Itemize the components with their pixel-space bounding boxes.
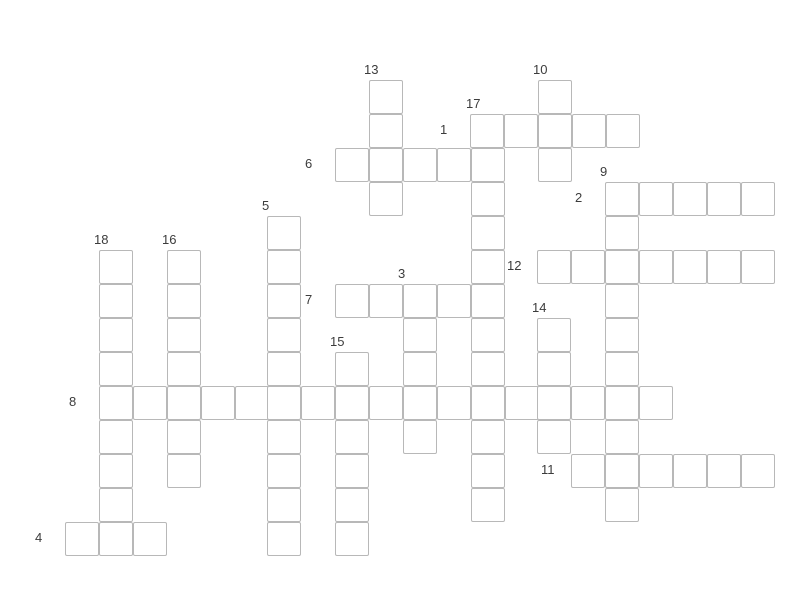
crossword-cell[interactable] [605,488,639,522]
clue-number: 14 [532,300,547,315]
crossword-cell[interactable] [167,284,201,318]
crossword-cell[interactable] [65,522,99,556]
crossword-cell[interactable] [369,182,403,216]
crossword-cell[interactable] [335,386,369,420]
crossword-cell[interactable] [301,386,335,420]
crossword-cell[interactable] [335,148,369,182]
clue-number: 15 [330,334,345,349]
crossword-cell[interactable] [673,250,707,284]
crossword-cell[interactable] [99,454,133,488]
crossword-cell[interactable] [99,250,133,284]
crossword-cell[interactable] [471,284,505,318]
crossword-cell[interactable] [537,318,571,352]
crossword-cell[interactable] [133,522,167,556]
crossword-cell[interactable] [639,386,673,420]
crossword-cell[interactable] [335,488,369,522]
crossword-cell[interactable] [571,386,605,420]
clue-number: 17 [466,96,481,111]
crossword-cell[interactable] [267,318,301,352]
crossword-cell[interactable] [741,250,775,284]
crossword-cell[interactable] [167,250,201,284]
crossword-cell[interactable] [267,454,301,488]
crossword-cell[interactable] [707,454,741,488]
crossword-cell[interactable] [538,114,572,148]
clue-number: 10 [533,62,548,77]
crossword-cell[interactable] [403,386,437,420]
clue-number: 16 [162,232,177,247]
crossword-cell[interactable] [639,454,673,488]
crossword-cell[interactable] [403,284,437,318]
crossword-cell[interactable] [99,352,133,386]
clue-number: 8 [69,394,77,409]
crossword-cell[interactable] [673,182,707,216]
crossword-cell[interactable] [369,284,403,318]
crossword-cell[interactable] [369,114,403,148]
crossword-cell[interactable] [639,182,673,216]
crossword-cell[interactable] [267,420,301,454]
crossword-cell[interactable] [267,352,301,386]
crossword-cell[interactable] [537,352,571,386]
crossword-cell[interactable] [471,420,505,454]
crossword-cell[interactable] [605,318,639,352]
crossword-cell[interactable] [267,386,301,420]
crossword-cell[interactable] [437,148,471,182]
crossword-cell[interactable] [267,488,301,522]
crossword-cell[interactable] [201,386,235,420]
crossword-cell[interactable] [741,182,775,216]
crossword-cell[interactable] [605,284,639,318]
crossword-cell[interactable] [133,386,167,420]
crossword-cell[interactable] [605,386,639,420]
crossword-cell[interactable] [403,352,437,386]
clue-number: 12 [507,258,522,273]
crossword-cell[interactable] [471,216,505,250]
crossword-cell[interactable] [267,250,301,284]
crossword-cell[interactable] [606,114,640,148]
crossword-cell[interactable] [605,420,639,454]
crossword-cell[interactable] [471,386,505,420]
crossword-cell[interactable] [605,216,639,250]
crossword-cell[interactable] [267,216,301,250]
clue-number: 6 [305,156,313,171]
crossword-cell[interactable] [403,148,437,182]
crossword-cell[interactable] [537,420,571,454]
crossword-cell[interactable] [235,386,269,420]
clue-number: 9 [600,164,608,179]
crossword-cell[interactable] [538,148,572,182]
crossword-cell[interactable] [369,80,403,114]
crossword-cell[interactable] [471,250,505,284]
clue-number: 11 [541,462,555,477]
clue-number: 13 [364,62,379,77]
crossword-cell[interactable] [471,182,505,216]
crossword-cell[interactable] [471,148,505,182]
crossword-cell[interactable] [369,148,403,182]
clue-number: 1 [440,122,448,137]
crossword-cell[interactable] [167,386,201,420]
clue-number: 18 [94,232,109,247]
crossword-cell[interactable] [403,318,437,352]
crossword-cell[interactable] [437,386,471,420]
crossword-cell[interactable] [335,522,369,556]
crossword-cell[interactable] [605,454,639,488]
crossword-cell[interactable] [673,454,707,488]
crossword-cell[interactable] [505,386,539,420]
crossword-cell[interactable] [335,284,369,318]
crossword-cell[interactable] [471,352,505,386]
crossword-cell[interactable] [99,386,133,420]
crossword-cell[interactable] [167,352,201,386]
crossword-cell[interactable] [571,250,605,284]
crossword-cell[interactable] [167,318,201,352]
crossword-cell[interactable] [335,454,369,488]
crossword-cell[interactable] [605,352,639,386]
crossword-cell[interactable] [537,250,571,284]
crossword-cell[interactable] [471,318,505,352]
crossword-cell[interactable] [707,182,741,216]
crossword-cell[interactable] [707,250,741,284]
crossword-cell[interactable] [538,80,572,114]
crossword-cell[interactable] [504,114,538,148]
crossword-cell[interactable] [470,114,504,148]
crossword-cell[interactable] [335,352,369,386]
crossword-cell[interactable] [99,318,133,352]
crossword-cell[interactable] [471,454,505,488]
crossword-cell[interactable] [99,420,133,454]
crossword-cell[interactable] [369,386,403,420]
crossword-cell[interactable] [99,488,133,522]
clue-number: 4 [35,530,43,545]
crossword-cell[interactable] [537,386,571,420]
crossword-cell[interactable] [267,284,301,318]
crossword-cell[interactable] [741,454,775,488]
crossword-cell[interactable] [471,488,505,522]
crossword-cell[interactable] [167,420,201,454]
crossword-cell[interactable] [571,454,605,488]
crossword-cell[interactable] [167,454,201,488]
crossword-cell[interactable] [639,250,673,284]
clue-number: 3 [398,266,406,281]
clue-number: 7 [305,292,313,307]
crossword-cell[interactable] [403,420,437,454]
crossword-cell[interactable] [99,522,133,556]
crossword-cell[interactable] [99,284,133,318]
crossword-cell[interactable] [335,420,369,454]
clue-number: 2 [575,190,583,205]
crossword-cell[interactable] [572,114,606,148]
clue-number: 5 [262,198,270,213]
crossword-cell[interactable] [605,250,639,284]
crossword-cell[interactable] [267,522,301,556]
crossword-cell[interactable] [605,182,639,216]
crossword-cell[interactable] [437,284,471,318]
